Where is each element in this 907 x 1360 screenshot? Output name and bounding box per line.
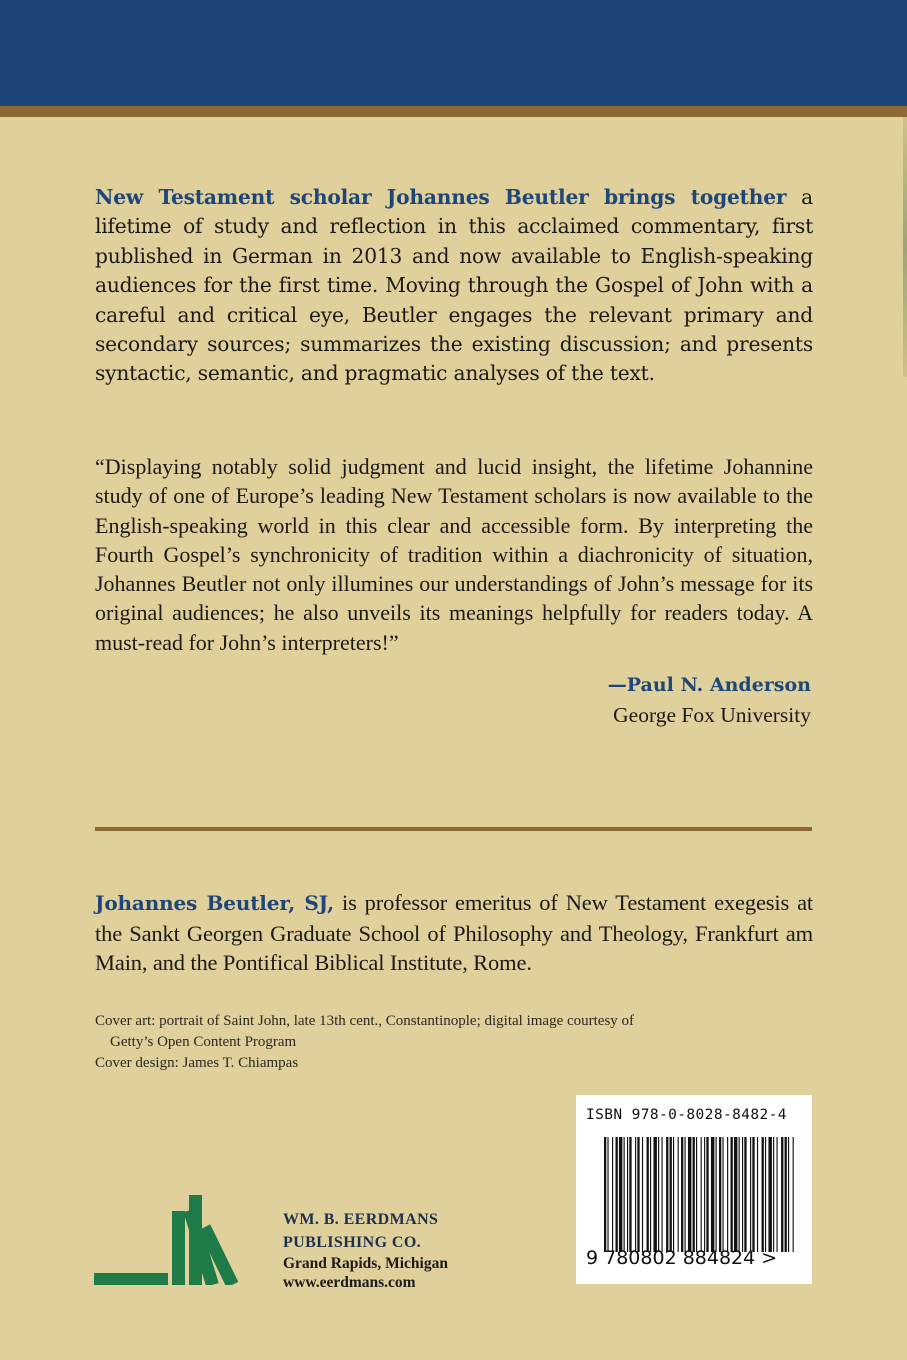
barcode-bar — [670, 1137, 672, 1252]
barcode-bar — [693, 1137, 695, 1252]
barcode-bar — [777, 1137, 778, 1252]
barcode-bar — [701, 1137, 702, 1252]
barcode-bar — [607, 1137, 608, 1252]
description-lead: New Testament scholar Johannes Beutler brings together — [95, 185, 787, 209]
barcode-bar — [744, 1137, 746, 1252]
barcode-bar — [734, 1137, 737, 1252]
author-name: Johannes Beutler, SJ, — [95, 891, 334, 915]
barcode-bar — [752, 1137, 754, 1252]
barcode-bar — [642, 1137, 643, 1252]
barcode-bar — [750, 1137, 751, 1252]
endorser-institution: George Fox University — [613, 703, 811, 727]
barcode-bar — [768, 1137, 771, 1252]
barcode-bar — [722, 1137, 723, 1252]
barcode-bar — [627, 1137, 628, 1252]
cover-design-credit: Cover design: James T. Chiampas — [95, 1055, 299, 1071]
barcode-bar — [604, 1137, 606, 1252]
barcode-icon — [604, 1137, 794, 1252]
barcode-bar — [793, 1137, 794, 1252]
isbn-text: ISBN 978-0-8028-8482-4 — [586, 1107, 787, 1123]
barcode-bar — [781, 1137, 783, 1252]
publisher-info — [283, 1208, 448, 1292]
front-cover-edge — [903, 117, 907, 377]
logo-book-1 — [172, 1211, 185, 1285]
barcode-bar — [716, 1137, 717, 1252]
barcode-bar — [650, 1137, 651, 1252]
top-rule — [0, 106, 907, 117]
cover-credits — [95, 1011, 795, 1074]
barcode-digits: 9 780802 884824 > — [586, 1247, 778, 1269]
publisher-name-2: PUBLISHING CO. — [283, 1234, 422, 1251]
logo-shelf — [94, 1273, 168, 1285]
endorsement-quote: “Displaying notably solid judgment and lucid insight, the lifetime Johannine study of one of Europe’s leading New Testament scholars is now available to the English-speaking world in this clear and accessible form. By interpreting the Fourth Gospel’s synchronicity of tradition within a diachronicity of situation, Johannes Beutler not only illumines our understandings of John’s message for its original audiences; he also unveils its meanings helpfully for readers today. A must-read for John’s interpreters!” — [95, 454, 813, 655]
barcode-bar — [681, 1137, 683, 1252]
barcode-bar — [619, 1137, 622, 1252]
barcode-bar — [731, 1137, 733, 1252]
barcode-bar — [765, 1137, 766, 1252]
barcode-bar — [612, 1137, 613, 1252]
barcode-bar — [666, 1137, 668, 1252]
barcode-bar — [658, 1137, 659, 1252]
barcode-bar — [647, 1137, 649, 1252]
author-bio — [95, 888, 813, 978]
barcode-bar — [616, 1137, 618, 1252]
barcode-bar — [785, 1137, 787, 1252]
barcode-bar — [662, 1137, 663, 1252]
barcode-bar — [788, 1137, 789, 1252]
barcode-bar — [696, 1137, 697, 1252]
barcode-bar — [624, 1137, 625, 1252]
publisher-logo-icon — [94, 1195, 274, 1285]
section-divider — [95, 827, 812, 831]
barcode-bar — [704, 1137, 705, 1252]
barcode-bar — [711, 1137, 714, 1252]
barcode-bar — [739, 1137, 740, 1252]
barcode-bar — [685, 1137, 686, 1252]
barcode-bar — [629, 1137, 631, 1252]
barcode-bar — [653, 1137, 656, 1252]
publisher-name: WM. B. EERDMANS — [283, 1211, 439, 1228]
barcode-bar — [757, 1137, 758, 1252]
barcode-bar — [637, 1137, 639, 1252]
description-body: a lifetime of study and reflection in this acclaimed commentary, first published in German in 2013 and now available to English-speaking audiences for the first time. Moving through the Gospel of John with a careful and critical eye, Beutler engages the relevant primary and secondary sources; summarizes the existing discussion; and presents syntactic, semantic, and pragmatic analyses of the text. — [95, 185, 813, 386]
top-color-band — [0, 0, 907, 106]
barcode-bar — [678, 1137, 679, 1252]
barcode-bar — [773, 1137, 774, 1252]
barcode-bar — [706, 1137, 708, 1252]
barcode-bar — [762, 1137, 764, 1252]
publisher-url: www.eerdmans.com — [283, 1274, 416, 1291]
publisher-city: Grand Rapids, Michigan — [283, 1255, 448, 1272]
barcode-bar — [635, 1137, 636, 1252]
barcode-bar — [727, 1137, 728, 1252]
barcode-bar — [688, 1137, 691, 1252]
barcode-bar — [719, 1137, 721, 1252]
author-bio-text: is professor emeritus of New Testament exegesis at the Sankt Georgen Graduate School of Philosophy and Theology, Frankfurt am Main, and the Pontifical Biblical Institute, Rome. — [95, 890, 814, 975]
barcode-bar — [742, 1137, 743, 1252]
barcode-panel — [576, 1095, 812, 1284]
barcode-bar — [673, 1137, 674, 1252]
cover-art-credit-cont: Getty’s Open Content Program — [110, 1034, 297, 1050]
cover-art-credit: Cover art: portrait of Saint John, late 13th cent., Constantinople; digital image courtesy of — [95, 1013, 635, 1029]
book-description — [95, 183, 813, 389]
endorser-name: —Paul N. Anderson — [607, 674, 811, 696]
